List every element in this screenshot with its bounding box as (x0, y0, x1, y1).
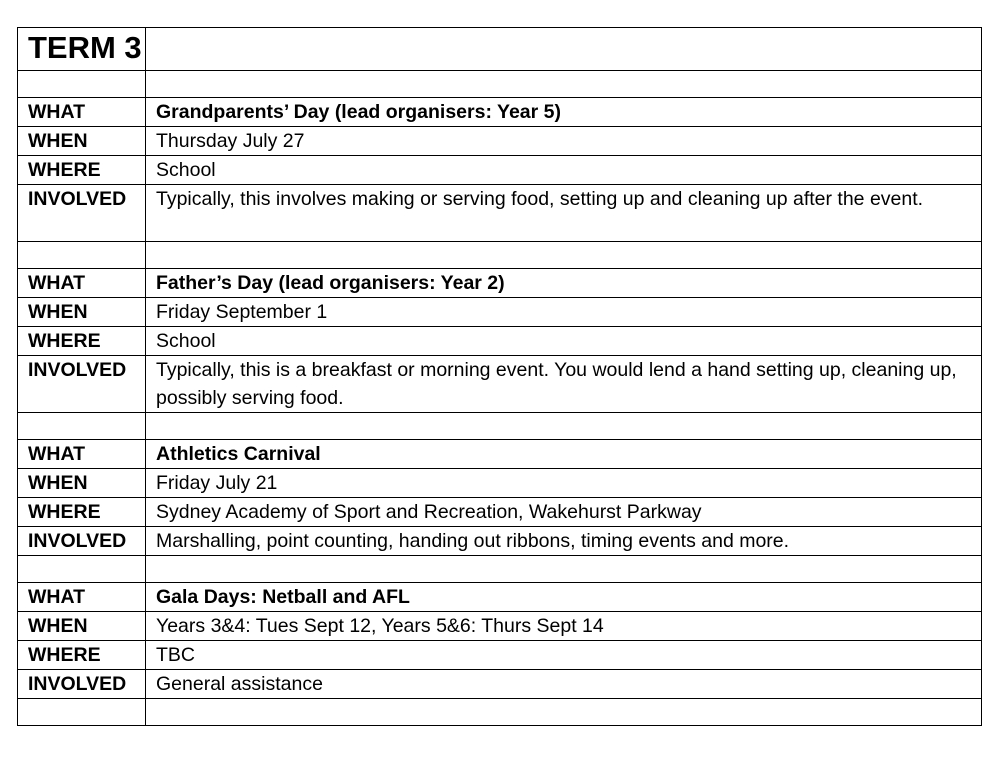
spacer-row (18, 413, 982, 440)
when-label: WHEN (18, 469, 146, 498)
event-1-involved-row (18, 185, 982, 242)
event-3-when-row (18, 469, 982, 498)
spacer-row (18, 699, 982, 726)
spacer-row (18, 71, 982, 98)
event-3-where: Sydney Academy of Sport and Recreation, Wakehurst Parkway (146, 498, 982, 527)
event-1-what-row (18, 98, 982, 127)
title-row (18, 28, 982, 71)
event-2-when-row (18, 298, 982, 327)
event-1-where: School (146, 156, 982, 185)
event-4-where-row (18, 641, 982, 670)
event-1-involved: Typically, this involves making or serving food, setting up and cleaning up after the event. (146, 185, 982, 242)
event-1-when-row (18, 127, 982, 156)
event-3-where-row (18, 498, 982, 527)
event-3-involved: Marshalling, point counting, handing out ribbons, timing events and more. (146, 527, 982, 556)
when-label: WHEN (18, 612, 146, 641)
when-label: WHEN (18, 127, 146, 156)
involved-label: INVOLVED (18, 670, 146, 699)
event-4-what-row (18, 583, 982, 612)
where-label: WHERE (18, 156, 146, 185)
event-2-when: Friday September 1 (146, 298, 982, 327)
event-2-what: Father’s Day (lead organisers: Year 2) (146, 269, 982, 298)
event-2-involved-row (18, 356, 982, 413)
event-4-involved-row (18, 670, 982, 699)
event-2-involved: Typically, this is a breakfast or morning event. You would lend a hand setting up, cleaning up, possibly serving food. (146, 356, 982, 413)
involved-label: INVOLVED (18, 185, 146, 242)
what-label: WHAT (18, 440, 146, 469)
what-label: WHAT (18, 583, 146, 612)
term-events-table (17, 27, 982, 726)
event-4-when-row (18, 612, 982, 641)
event-4-where: TBC (146, 641, 982, 670)
event-2-where: School (146, 327, 982, 356)
event-3-when: Friday July 21 (146, 469, 982, 498)
involved-label: INVOLVED (18, 527, 146, 556)
title-blank-cell (146, 28, 982, 71)
spacer-row (18, 556, 982, 583)
where-label: WHERE (18, 327, 146, 356)
event-3-involved-row (18, 527, 982, 556)
event-1-what: Grandparents’ Day (lead organisers: Year 5) (146, 98, 982, 127)
involved-label: INVOLVED (18, 356, 146, 413)
event-1-when: Thursday July 27 (146, 127, 982, 156)
event-2-where-row (18, 327, 982, 356)
event-4-what: Gala Days: Netball and AFL (146, 583, 982, 612)
event-4-involved: General assistance (146, 670, 982, 699)
event-4-when: Years 3&4: Tues Sept 12, Years 5&6: Thurs Sept 14 (146, 612, 982, 641)
event-1-where-row (18, 156, 982, 185)
event-2-what-row (18, 269, 982, 298)
where-label: WHERE (18, 641, 146, 670)
spacer-row (18, 242, 982, 269)
where-label: WHERE (18, 498, 146, 527)
term-title: TERM 3 (18, 28, 146, 71)
what-label: WHAT (18, 98, 146, 127)
what-label: WHAT (18, 269, 146, 298)
event-3-what: Athletics Carnival (146, 440, 982, 469)
event-3-what-row (18, 440, 982, 469)
when-label: WHEN (18, 298, 146, 327)
